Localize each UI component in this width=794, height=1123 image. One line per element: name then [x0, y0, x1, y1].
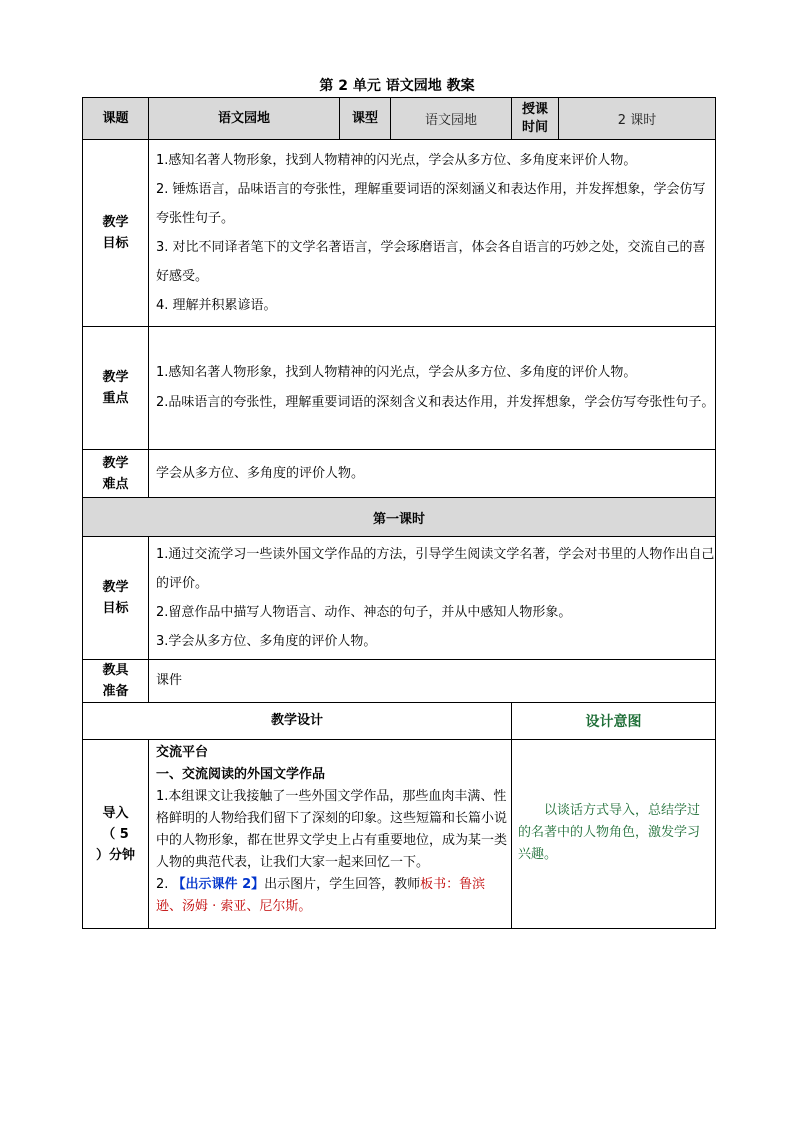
- key-points-row: [83, 327, 716, 450]
- document-title: 第 2 单元 语文园地 教案: [319, 78, 475, 94]
- goal-item: 4. 理解并积累谚语。: [156, 298, 277, 313]
- intro-intent: [512, 740, 716, 929]
- intro-label-line3: ）分钟: [95, 847, 135, 863]
- goals-label-line1: 教学: [102, 215, 129, 230]
- lesson1-title-row: [83, 498, 716, 537]
- lesson1-goals-content: [149, 537, 716, 660]
- key-point-item: 2.品味语言的夸张性，理解重要词语的深刻含义和表达作用，并发挥想象，学会仿写夸张性句子。: [156, 395, 715, 410]
- key-point-item: 1.感知名著人物形象，找到人物精神的闪光点，学会从多方位、多角度的评价人物。: [156, 365, 637, 380]
- intro-intent-text: 以谈话方式导入，总结学过的名著中的人物角色，激发学习兴趣。: [518, 803, 701, 862]
- difficulties-label-line1: 教学: [102, 455, 129, 471]
- design-header: 教学设计: [83, 703, 512, 740]
- tools-label: [83, 660, 149, 703]
- intro-item: [156, 874, 511, 918]
- difficulties-label: [83, 450, 149, 498]
- intro-subheading: 一、交流阅读的外国文学作品: [156, 767, 326, 782]
- goal-item: 2. 锤炼语言，品味语言的夸张性，理解重要词语的深刻涵义和表达作用，并发挥想象，学会仿写夸张性句子。: [156, 182, 706, 226]
- tools-content: [149, 660, 716, 703]
- goal-item: 1.感知名著人物形象，找到人物精神的闪光点，学会从多方位、多角度来评价人物。: [156, 153, 637, 168]
- time-label-line2: 时间: [521, 119, 548, 135]
- lesson1-goal-item: 2.留意作品中描写人物语言、动作、神态的句子，并从中感知人物形象。: [156, 605, 572, 620]
- lesson1-title: 第一课时: [83, 498, 716, 537]
- key-points-label-line2: 重点: [102, 391, 129, 406]
- tools-text: 课件: [156, 673, 183, 688]
- lesson1-goals-label-line1: 教学: [102, 580, 129, 595]
- topic-value: 语文园地: [149, 98, 340, 140]
- difficulties-label-line2: 难点: [102, 476, 129, 492]
- intent-header: 设计意图: [512, 703, 716, 740]
- slide-tag: 【出示课件 2】: [172, 877, 265, 892]
- goals-content: [149, 140, 716, 327]
- key-points-label: [83, 327, 149, 450]
- topic-label: 课题: [83, 98, 149, 140]
- intro-label-line1: 导入: [102, 805, 129, 821]
- intro-item-num: 2.: [156, 877, 169, 892]
- tools-label-line2: 准备: [102, 684, 129, 699]
- intro-item-text: 出示图片，学生回答，教师: [264, 877, 421, 892]
- lesson1-goal-item: 3.学会从多方位、多角度的评价人物。: [156, 634, 377, 649]
- lesson-plan-table: [82, 97, 716, 929]
- header-row: [83, 98, 716, 140]
- tools-label-line1: 教具: [102, 663, 129, 678]
- lesson1-goals-label-line2: 目标: [102, 601, 129, 616]
- lesson1-goals-row: [83, 537, 716, 660]
- tools-row: [83, 660, 716, 703]
- goals-row: [83, 140, 716, 327]
- goal-item: 3. 对比不同译者笔下的文学名著语言，学会琢磨语言，体会各自语言的巧妙之处，交流自己的喜好感受。: [156, 240, 706, 284]
- difficulties-row: [83, 450, 716, 498]
- intro-label-line2: （ 5: [102, 826, 129, 842]
- intro-row: [83, 740, 716, 929]
- lesson1-goals-label: [83, 537, 149, 660]
- design-header-row: [83, 703, 716, 740]
- board-label: 板书：: [420, 877, 460, 892]
- intro-heading: 交流平台: [156, 745, 209, 760]
- type-label: 课型: [340, 98, 391, 140]
- board-names: 鲁滨逊、汤姆 · 索亚、尼尔斯。: [156, 877, 486, 914]
- intro-paragraph: 1.本组课文让我接触了一些外国文学作品，那些血肉丰满、性格鲜明的人物给我们留下了深刻的印象。这些短篇和长篇小说中的人物形象，都在世界文学史上占有重要地位，成为某一类人物的典范代表，让我们大家一起来回忆一下。: [156, 789, 508, 870]
- key-points-label-line1: 教学: [102, 370, 129, 385]
- difficulties-text: 学会从多方位、多角度的评价人物。: [156, 465, 365, 481]
- time-value: 2 课时: [559, 98, 716, 140]
- time-label: [512, 98, 559, 140]
- goals-label-line2: 目标: [102, 236, 129, 251]
- goals-label: [83, 140, 149, 327]
- time-label-line1: 授课: [521, 101, 548, 117]
- type-value: 语文园地: [391, 98, 512, 140]
- lesson1-goal-item: 1.通过交流学习一些读外国文学作品的方法，引导学生阅读文学名著，学会对书里的人物作出自己的评价。: [156, 547, 715, 591]
- difficulties-content: [149, 450, 716, 498]
- intro-design: [149, 740, 512, 929]
- key-points-content: [149, 327, 716, 450]
- intro-label: [83, 740, 149, 929]
